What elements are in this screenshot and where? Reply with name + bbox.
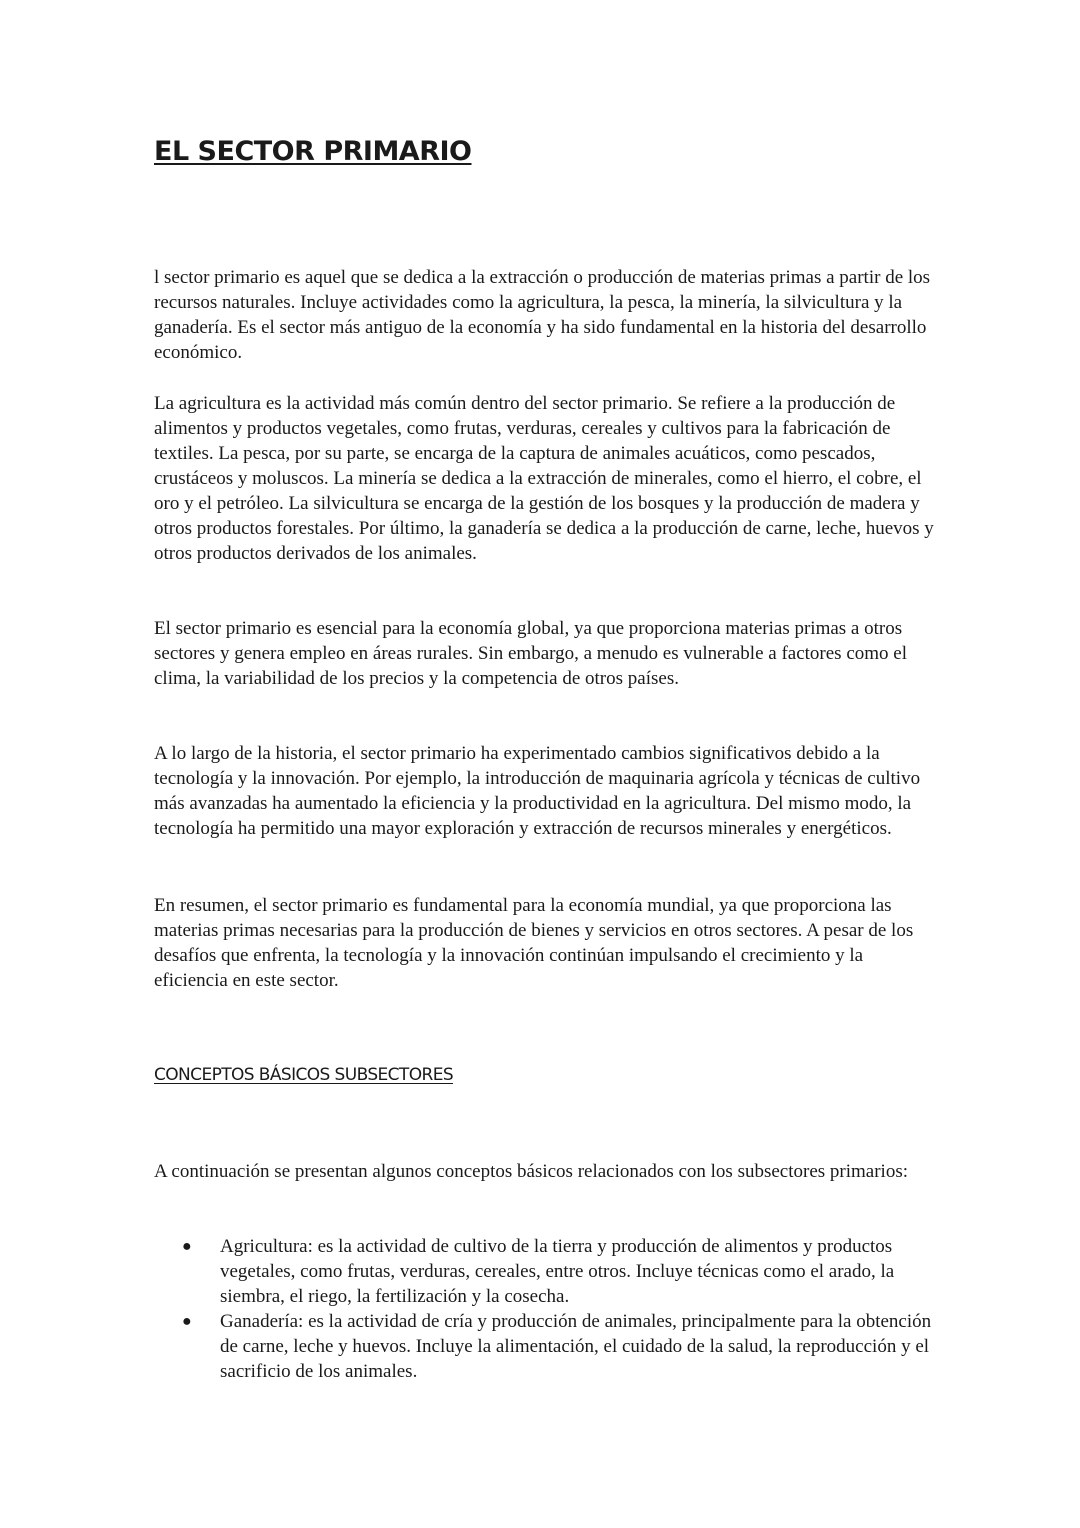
section-subtitle: CONCEPTOS BÁSICOS SUBSECTORES [154, 1065, 454, 1085]
paragraph-summary: En resumen, el sector primario es fundamental para la economía mundial, ya que proporciona las materias primas necesarias para la producción de bienes y servicios en otros sectores. A pesar de los desafíos que enfrenta, la tecnología y la innovación continúan impulsando el crecimiento y la eficiencia en este sector. [154, 895, 914, 991]
list-item-text: Agricultura: es la actividad de cultivo de la tierra y producción de alimentos y productos vegetales, como frutas, verduras, cereales, entre otros. Incluye técnicas como el arado, la siembra, el riego, la fertilización y la cosecha. [220, 1236, 895, 1307]
subsector-list [154, 1234, 934, 1384]
list-item [154, 1309, 934, 1384]
paragraph-importance: El sector primario es esencial para la economía global, ya que proporciona materias primas a otros sectores y genera empleo en áreas rurales. Sin embargo, a menudo es vulnerable a factores como el clima, la variabilidad de los precios y la competencia de otros países. [154, 618, 908, 689]
list-item [154, 1234, 934, 1309]
paragraph-intro: l sector primario es aquel que se dedica a la extracción o producción de materias primas a partir de los recursos naturales. Incluye actividades como la agricultura, la pesca, la minería, la silvicultura y la ganadería. Es el sector más antiguo de la economía y ha sido fundamental en la historia del desarrollo económico. [154, 267, 931, 363]
paragraph-history: A lo largo de la historia, el sector primario ha experimentado cambios significativos debido a la tecnología y la innovación. Por ejemplo, la introducción de maquinaria agrícola y técnicas de cultivo más avanzadas ha aumentado la eficiencia y la productividad en la agricultura. Del mismo modo, la tecnología ha permitido una mayor exploración y extracción de recursos minerales y energéticos. [154, 743, 921, 839]
page-title: EL SECTOR PRIMARIO [154, 136, 472, 167]
bullet-icon: ● [182, 1238, 192, 1255]
section-intro: A continuación se presentan algunos conceptos básicos relacionados con los subsectores primarios: [154, 1161, 908, 1182]
bullet-icon: ● [182, 1313, 192, 1330]
paragraph-activities: La agricultura es la actividad más común dentro del sector primario. Se refiere a la producción de alimentos y productos vegetales, como frutas, verduras, cereales y cultivos para la fabricación de textiles. La pesca, por su parte, se encarga de la captura de animales acuáticos, como pescados, crustáceos y moluscos. La minería se dedica a la extracción de minerales, como el hierro, el cobre, el oro y el petróleo. La silvicultura se encarga de la gestión de los bosques y la producción de madera y otros productos forestales. Por último, la ganadería se dedica a la producción de carne, leche, huevos y otros productos derivados de los animales. [154, 393, 934, 564]
list-item-text: Ganadería: es la actividad de cría y producción de animales, principalmente para la obtención de carne, leche y huevos. Incluye la alimentación, el cuidado de la salud, la reproducción y el sacrificio de los animales. [220, 1311, 932, 1382]
